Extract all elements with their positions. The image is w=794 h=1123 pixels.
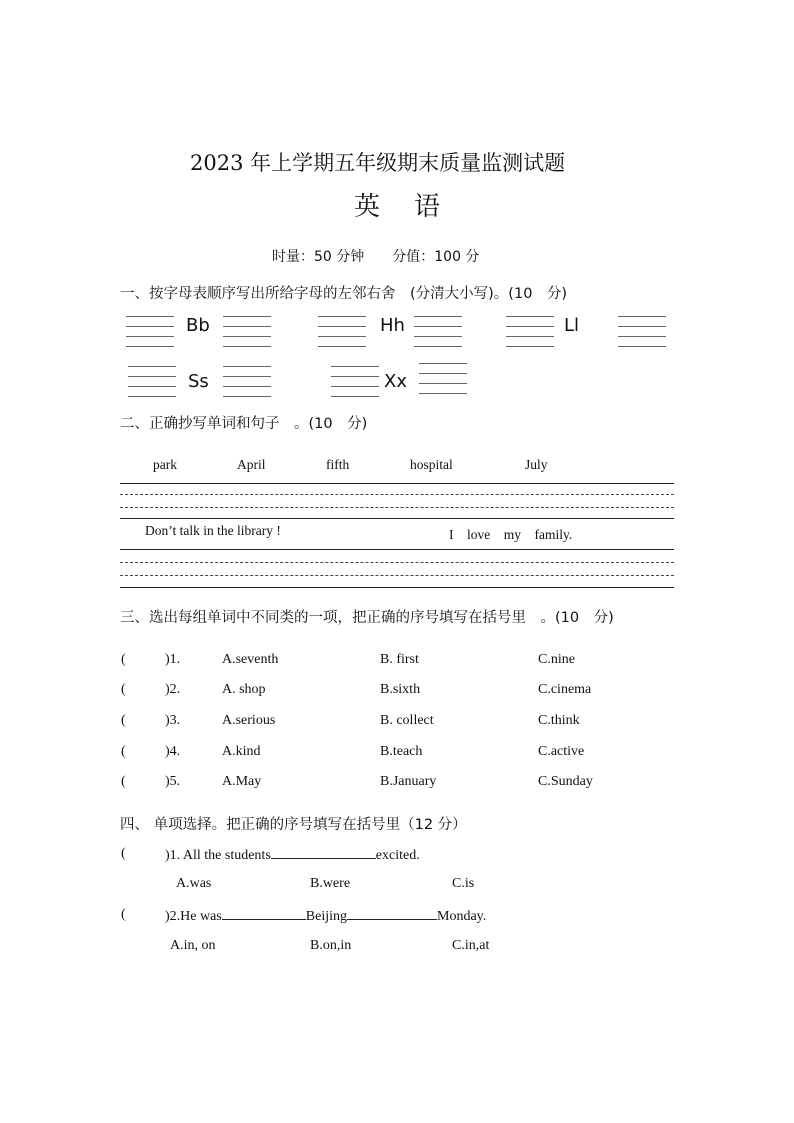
option-c: C.Sunday [538, 774, 593, 789]
section-2-heading: 二、正确抄写单词和句子 。(10 分) [120, 416, 368, 432]
question-1 [165, 846, 420, 864]
letter-ss: Ss [188, 371, 209, 392]
exam-title: 2023 年上学期五年级期末质量监测试题 [190, 151, 566, 175]
writing-line [120, 575, 674, 576]
question-text: Beijing [305, 909, 347, 924]
exam-meta: 时量：50 分钟 分值：100 分 [272, 249, 480, 265]
writing-lines [126, 316, 174, 348]
writing-line [120, 494, 674, 495]
copy-word: fifth [326, 457, 350, 472]
letter-xx: Xx [384, 371, 407, 392]
letter-bb: Bb [186, 315, 210, 336]
writing-line [120, 549, 674, 550]
option-a: A.was [176, 876, 212, 891]
option-b: B. collect [380, 713, 434, 728]
writing-lines [618, 316, 666, 348]
answer-paren[interactable]: ( [121, 744, 126, 759]
option-b: B.on,in [310, 938, 352, 953]
option-a: A. shop [222, 682, 266, 697]
writing-lines [414, 316, 462, 348]
writing-lines [331, 366, 379, 398]
option-c: C.is [452, 876, 475, 891]
answer-paren[interactable]: ( [121, 713, 126, 728]
option-c: C.think [538, 713, 580, 728]
option-a: A.seventh [222, 652, 279, 667]
answer-paren[interactable]: ( [121, 846, 126, 861]
question-text: excited. [375, 848, 420, 863]
writing-line [120, 483, 674, 484]
copy-word: July [525, 457, 548, 472]
option-c: C.active [538, 744, 585, 759]
question-text: Monday. [437, 909, 487, 924]
writing-lines [223, 316, 271, 348]
option-b: B.teach [380, 744, 423, 759]
option-a: A.May [222, 774, 262, 789]
letter-ll: Ll [564, 315, 580, 336]
answer-paren[interactable]: ( [121, 682, 126, 697]
option-b: B.were [310, 876, 351, 891]
question-text: )2.He was [165, 909, 222, 924]
writing-lines [506, 316, 554, 348]
option-b: B.January [380, 774, 437, 789]
copy-word: April [237, 457, 266, 472]
question-number: )2. [165, 682, 181, 697]
writing-line [120, 518, 674, 519]
copy-sentence: Don’t talk in the library ! [145, 523, 281, 538]
writing-lines [223, 366, 271, 398]
answer-blank[interactable] [222, 907, 306, 920]
writing-lines [128, 366, 176, 398]
section-3-heading: 三、选出每组单词中不同类的一项，把正确的序号填写在括号里 。(10 分) [120, 610, 614, 626]
answer-paren[interactable]: ( [121, 774, 126, 789]
option-b: B. first [380, 652, 419, 667]
writing-lines [419, 363, 467, 395]
option-a: A.kind [222, 744, 261, 759]
copy-sentence: I love my family. [449, 527, 573, 542]
option-a: A.serious [222, 713, 276, 728]
copy-word: hospital [410, 457, 453, 472]
writing-line [120, 507, 674, 508]
question-number: )3. [165, 713, 181, 728]
option-a: A.in, on [170, 938, 216, 953]
answer-paren[interactable]: ( [121, 652, 126, 667]
subject-title: 英 语 [354, 192, 445, 222]
answer-paren[interactable]: ( [121, 907, 126, 922]
option-c: C.in,at [452, 938, 490, 953]
option-b: B.sixth [380, 682, 421, 697]
section-4-heading: 四、 单项选择。把正确的序号填写在括号里（12 分） [120, 817, 467, 833]
question-number: )5. [165, 774, 181, 789]
writing-lines [318, 316, 366, 348]
copy-word: park [153, 457, 177, 472]
answer-blank[interactable] [347, 907, 437, 920]
writing-line [120, 587, 674, 588]
answer-blank[interactable] [271, 846, 376, 859]
section-1-heading: 一、按字母表顺序写出所给字母的左邻右舍 (分清大小写)。(10 分) [120, 286, 568, 302]
option-c: C.cinema [538, 682, 592, 697]
question-number: )4. [165, 744, 181, 759]
question-2 [165, 907, 486, 925]
letter-hh: Hh [380, 315, 405, 336]
question-text: )1. All the students [165, 848, 271, 863]
writing-line [120, 562, 674, 563]
option-c: C.nine [538, 652, 575, 667]
question-number: )1. [165, 652, 181, 667]
